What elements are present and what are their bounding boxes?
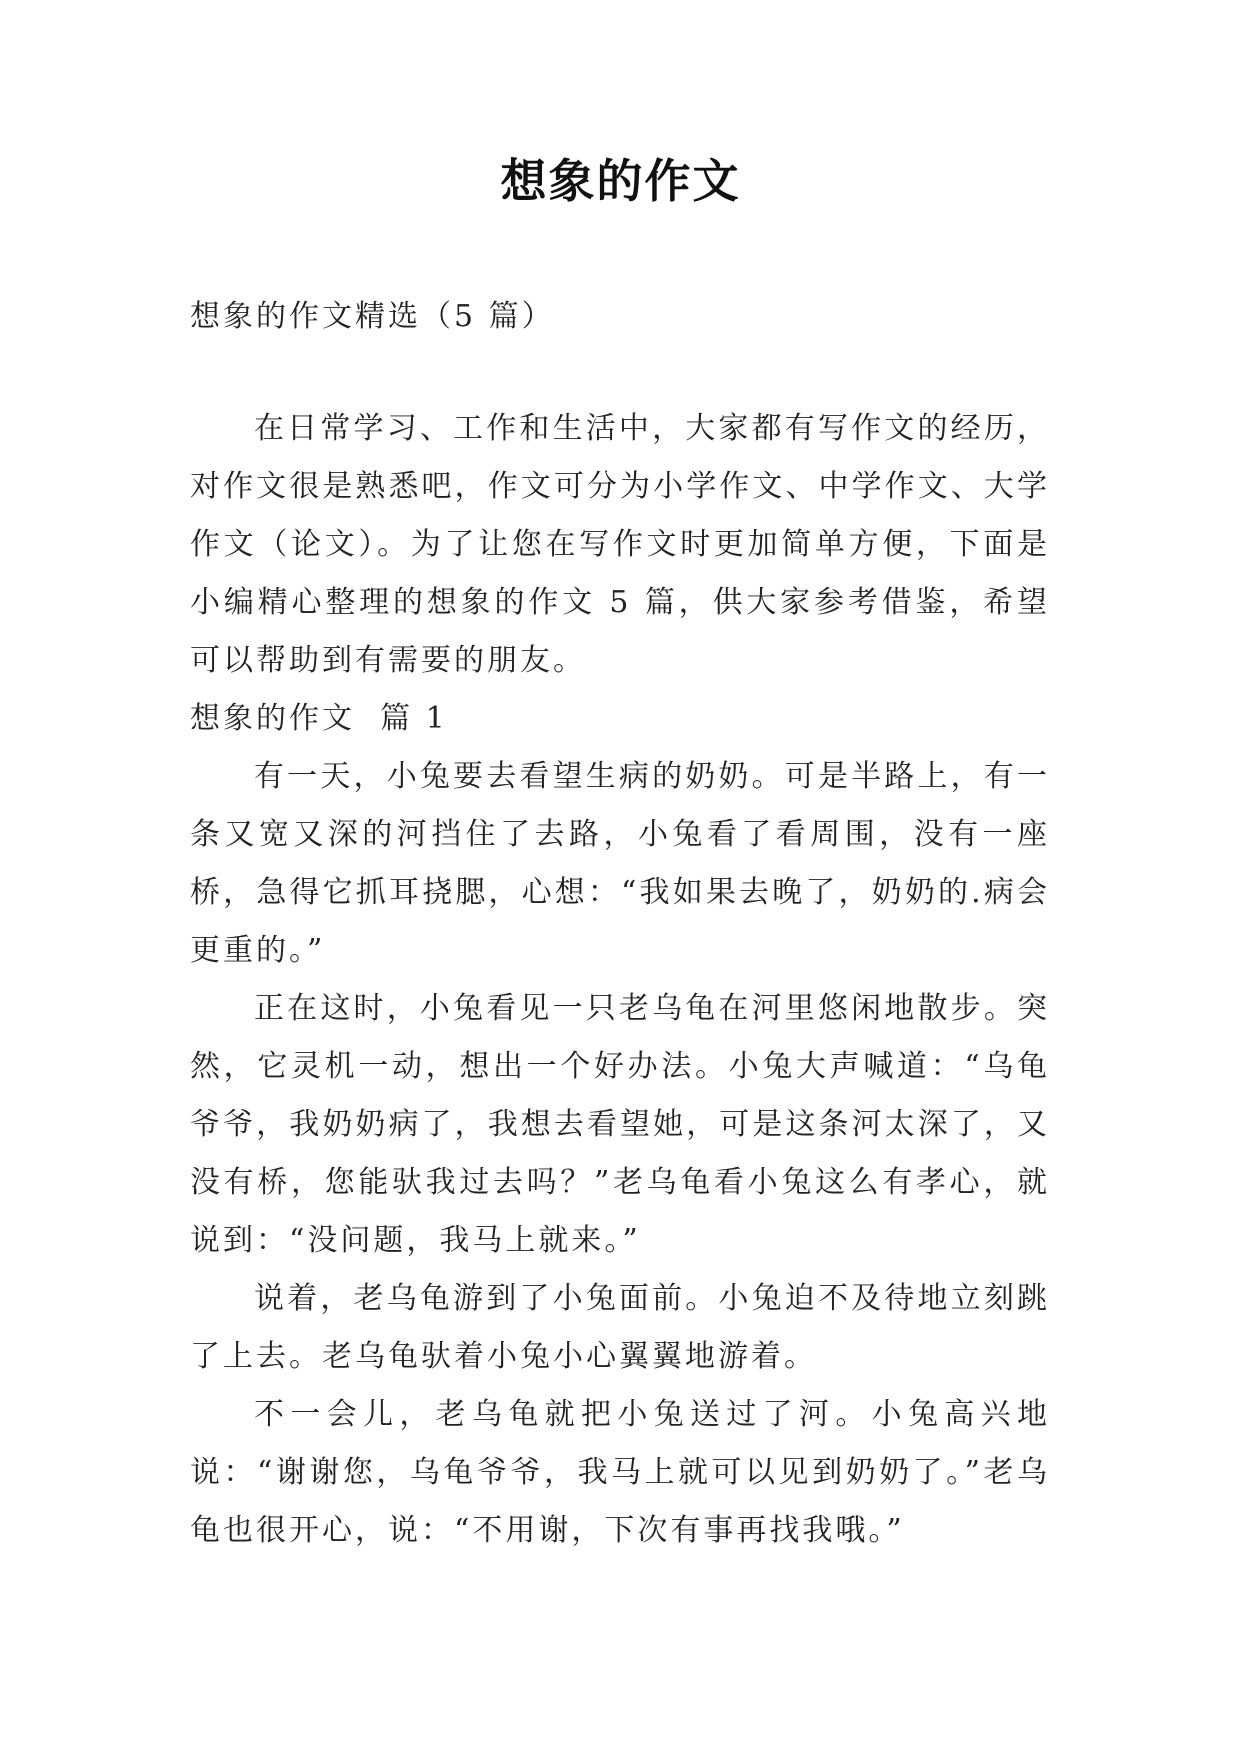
- intro-paragraph: 在日常学习、工作和生活中，大家都有写作文的经历，对作文很是熟悉吧，作文可分为小学作文、中学作文、大学作文（论文）。为了让您在写作文时更加简单方便，下面是小编精心整理的想象的作文 5 篇，供大家参考借鉴，希望可以帮助到有需要的朋友。: [190, 411, 1050, 678]
- essay-paragraph: 说着，老乌龟游到了小兔面前。小兔迫不及待地立刻跳了上去。老乌龟驮着小兔小心翼翼地游着。: [190, 1281, 1050, 1374]
- essay-paragraph: 有一天，小兔要去看望生病的奶奶。可是半路上，有一条又宽又深的河挡住了去路，小兔看了看周围，没有一座桥，急得它抓耳挠腮，心想：“我如果去晚了，奶奶的.病会更重的。”: [190, 759, 1050, 968]
- section-heading: 想象的作文 篇 1: [190, 701, 448, 736]
- essay-paragraph: 正在这时，小兔看见一只老乌龟在河里悠闲地散步。突然，它灵机一动，想出一个好办法。小兔大声喊道：“乌龟爷爷，我奶奶病了，我想去看望她，可是这条河太深了，又没有桥，您能驮我过去吗？”老乌龟看小兔这么有孝心，就说到：“没问题，我马上就来。”: [190, 991, 1050, 1258]
- intro-block: [190, 400, 1050, 690]
- essay-section-1: [190, 690, 1050, 1560]
- subtitle-text: 想象的作文精选（5 篇）: [190, 299, 555, 334]
- essay-paragraph: 不一会儿，老乌龟就把小兔送过了河。小兔高兴地说：“谢谢您，乌龟爷爷，我马上就可以见到奶奶了。”老乌龟也很开心，说：“不用谢，下次有事再找我哦。”: [190, 1397, 1050, 1548]
- document-subtitle: [190, 288, 1050, 346]
- document-title: 想象的作文: [500, 154, 741, 208]
